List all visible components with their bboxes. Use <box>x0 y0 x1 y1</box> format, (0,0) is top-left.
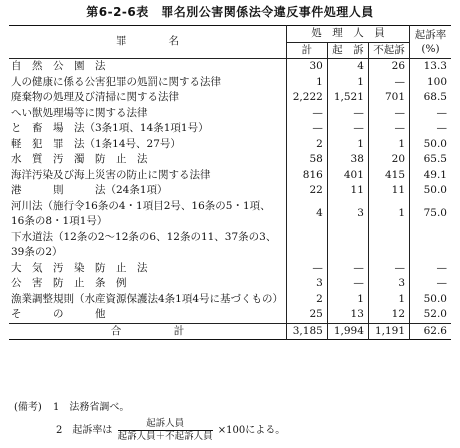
row-rate: — <box>410 121 451 137</box>
row-prosecuted: 3 <box>327 199 368 230</box>
row-not-prosecuted: 701 <box>368 90 409 106</box>
row-crime-name: へい獣処理場等に関する法律 <box>11 106 148 119</box>
table-row <box>9 152 451 168</box>
row-rate: 13.3 <box>410 59 451 75</box>
row-not-prosecuted: — <box>368 106 409 122</box>
table-row <box>9 230 451 261</box>
total-not-prosecuted: 1,191 <box>368 323 409 340</box>
row-not-prosecuted: — <box>368 121 409 137</box>
row-total: 2 <box>287 137 328 153</box>
row-not-prosecuted: 1 <box>368 292 409 308</box>
row-total: 22 <box>287 183 328 199</box>
row-prosecuted: 1 <box>327 75 368 91</box>
row-not-prosecuted: 12 <box>368 307 409 323</box>
row-total: 30 <box>287 59 328 75</box>
table-row <box>9 106 451 122</box>
row-rate: 49.1 <box>410 168 451 184</box>
row-total: 4 <box>287 199 328 230</box>
row-crime-name: 海洋汚染及び海上災害の防止に関する法律 <box>11 168 211 181</box>
row-crime-name: 自 然 公 園 法 <box>11 60 106 72</box>
row-not-prosecuted: 20 <box>368 152 409 168</box>
row-not-prosecuted: — <box>368 261 409 277</box>
row-crime-name: と 畜 場 法（3条1項、14条1項1号） <box>11 122 209 134</box>
row-rate <box>410 230 451 261</box>
row-total: 816 <box>287 168 328 184</box>
row-total: 58 <box>287 152 328 168</box>
rate-formula <box>118 418 213 443</box>
row-not-prosecuted: 1 <box>368 199 409 230</box>
row-rate: 65.5 <box>410 152 451 168</box>
header-processed: 処 理 人 員 <box>287 26 410 43</box>
header-total: 計 <box>287 42 328 59</box>
row-not-prosecuted <box>368 230 409 261</box>
table-row <box>9 292 451 308</box>
table-row <box>9 137 451 153</box>
row-rate: 75.0 <box>410 199 451 230</box>
table-row <box>9 59 451 75</box>
row-crime-name: 河川法（施行令16条の4・1項目2号、16条の5・1項、16条の8・1項1号） <box>11 199 271 227</box>
row-crime-name: 港 則 法（24条1項） <box>11 184 168 196</box>
row-prosecuted: 1 <box>327 292 368 308</box>
row-total: 2 <box>287 292 328 308</box>
row-total: — <box>287 121 328 137</box>
header-not-prosecuted: 不起訴 <box>368 42 409 59</box>
row-prosecuted: 1,521 <box>327 90 368 106</box>
row-crime-name: そ の 他 <box>11 308 106 320</box>
row-crime-name: 公 害 防 止 条 例 <box>11 277 127 289</box>
row-total: 1 <box>287 75 328 91</box>
row-prosecuted: — <box>327 121 368 137</box>
row-not-prosecuted: 11 <box>368 183 409 199</box>
row-not-prosecuted: 415 <box>368 168 409 184</box>
note-1: 1 法務省調べ。 <box>53 402 130 413</box>
row-crime-name: 漁業調整規則（水産資源保護法4条1項4号に基づくもの） <box>11 292 284 305</box>
row-prosecuted: 401 <box>327 168 368 184</box>
row-rate: 52.0 <box>410 307 451 323</box>
formula-denominator: 起訴人員＋不起訴人員 <box>117 431 213 442</box>
row-total: 3 <box>287 276 328 292</box>
row-prosecuted: 4 <box>327 59 368 75</box>
row-crime-name: 廃棄物の処理及び清掃に関する法律 <box>11 91 179 103</box>
row-crime-name: 大 気 汚 染 防 止 法 <box>11 261 148 274</box>
row-rate: 100 <box>410 75 451 91</box>
row-rate: — <box>410 106 451 122</box>
row-rate: 50.0 <box>410 183 451 199</box>
row-total: 25 <box>287 307 328 323</box>
row-prosecuted: 11 <box>327 183 368 199</box>
row-prosecuted: 1 <box>327 137 368 153</box>
table-row <box>9 183 451 199</box>
table-row <box>9 261 451 277</box>
row-not-prosecuted: 1 <box>368 137 409 153</box>
row-crime-name: 軽 犯 罪 法（1条14号、27号） <box>11 137 181 150</box>
row-not-prosecuted: — <box>368 75 409 91</box>
row-not-prosecuted: 26 <box>368 59 409 75</box>
note-2-suffix: ×100による。 <box>217 425 286 436</box>
total-total: 3,185 <box>287 323 328 340</box>
row-crime-name: 人の健康に係る公害犯罪の処罰に関する法律 <box>11 75 221 88</box>
row-prosecuted: 13 <box>327 307 368 323</box>
row-rate: — <box>410 261 451 277</box>
row-prosecuted: — <box>327 276 368 292</box>
total-prosecuted: 1,994 <box>327 323 368 340</box>
row-total: — <box>287 106 328 122</box>
row-rate: 50.0 <box>410 137 451 153</box>
table-row <box>9 168 451 184</box>
header-rate <box>410 26 451 59</box>
notes <box>14 400 454 444</box>
table-row <box>9 307 451 323</box>
formula-numerator: 起訴人員 <box>118 418 213 431</box>
row-prosecuted: — <box>327 106 368 122</box>
header-rate-line2: (%) <box>421 43 440 55</box>
total-row-label: 合 計 <box>9 323 287 340</box>
row-crime-name: 水 質 汚 濁 防 止 法 <box>11 153 148 165</box>
row-rate: — <box>410 276 451 292</box>
row-prosecuted: — <box>327 261 368 277</box>
table-row <box>9 90 451 106</box>
notes-label: (備考) <box>14 402 42 413</box>
row-not-prosecuted: 3 <box>368 276 409 292</box>
note-2-prefix: 2 起訴率は <box>56 425 113 436</box>
row-rate: 50.0 <box>410 292 451 308</box>
row-prosecuted: 38 <box>327 152 368 168</box>
total-rate: 62.6 <box>410 323 451 340</box>
table-row <box>9 276 451 292</box>
row-total: — <box>287 261 328 277</box>
crime-statistics-table <box>9 25 451 340</box>
row-total <box>287 230 328 261</box>
table-row <box>9 121 451 137</box>
header-prosecuted: 起 訴 <box>327 42 368 59</box>
header-rate-line1: 起訴率 <box>414 29 447 41</box>
header-crime: 罪 名 <box>9 26 287 59</box>
table-title: 第6-2-6表 罪名別公害関係法令違反事件処理人員 <box>86 5 374 19</box>
total-row <box>9 323 451 340</box>
row-prosecuted <box>327 230 368 261</box>
table-row <box>9 199 451 230</box>
row-total: 2,222 <box>287 90 328 106</box>
table-row <box>9 75 451 91</box>
row-rate: 68.5 <box>410 90 451 106</box>
row-crime-name: 下水道法（12条の2～12条の6、12条の11、37条の3、39条の2） <box>11 230 277 258</box>
